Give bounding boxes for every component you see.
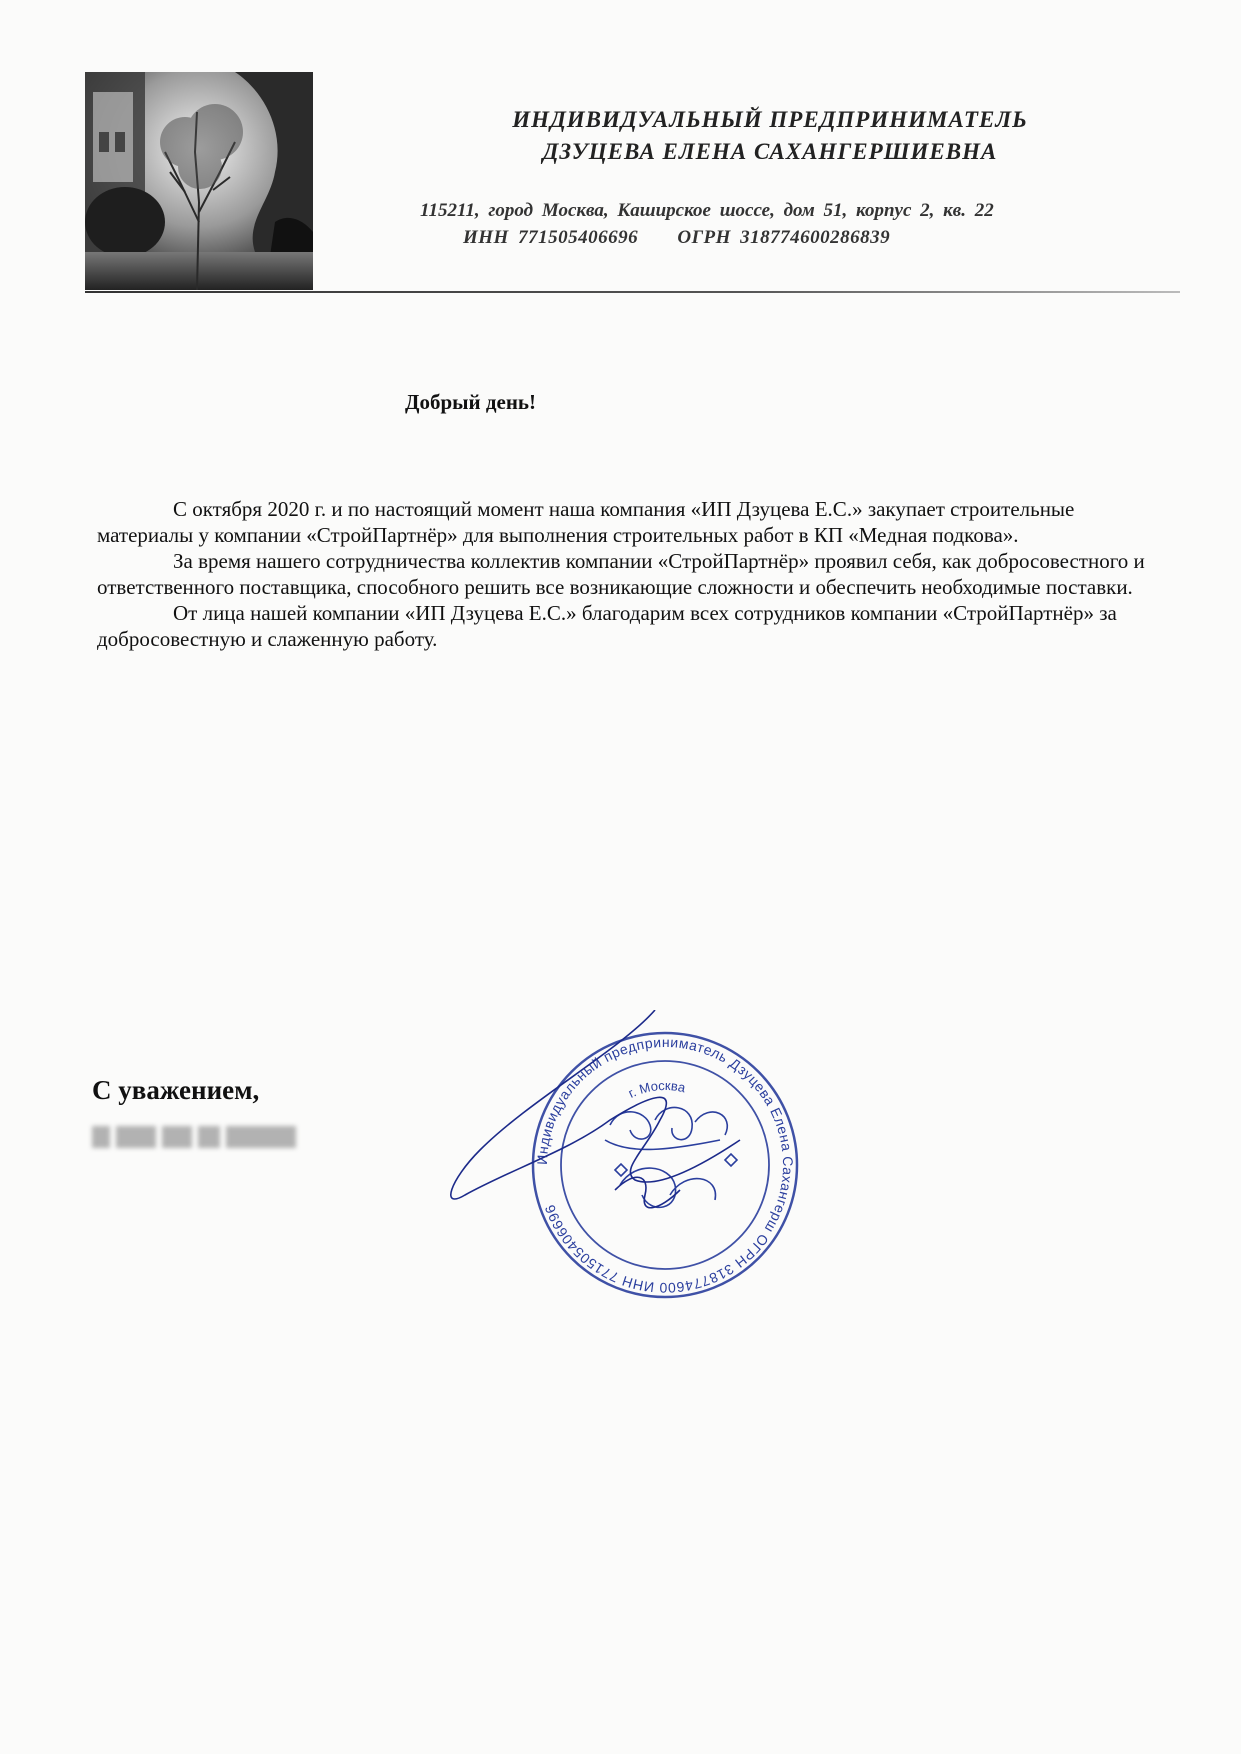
- closing: С уважением,: [92, 1075, 260, 1105]
- paragraph-3: От лица нашей компании «ИП Дзуцева Е.С.» благодарим всех сотрудников компании «СтройПартнёр» за добросовестную и слаженную работу.: [97, 601, 1117, 651]
- stamp-city: г. Москва: [625, 1077, 687, 1101]
- header-ogrn: ОГРН 318774600286839: [677, 227, 891, 248]
- header-title-line2: ДЗУЦЕВА ЕЛЕНА САХАНГЕРШИЕВНА: [542, 139, 998, 164]
- tree-logo-icon: [85, 72, 313, 290]
- stamp-and-signature: [420, 1010, 800, 1300]
- header-divider: [85, 291, 1180, 293]
- paragraph-2: За время нашего сотрудничества коллектив компании «СтройПартнёр» проявил себя, как добросовестного и ответственного поставщика, способного решить все возникающие сложности и обеспечить необходимые поставки.: [97, 549, 1145, 599]
- header-title-line1: ИНДИВИДУАЛЬНЫЙ ПРЕДПРИНИМАТЕЛЬ: [512, 107, 1028, 132]
- svg-text:Индивидуальный предприниматель: [534, 1034, 796, 1296]
- stamp-seal-icon: [420, 1010, 800, 1300]
- header-ids: [463, 227, 1063, 249]
- redacted-name: [92, 1126, 302, 1152]
- greeting: Добрый день!: [405, 390, 537, 414]
- paragraph-1: С октября 2020 г. и по настоящий момент наша компания «ИП Дзуцева Е.С.» закупает строительные материалы у компании «СтройПартнёр» для выполнения строительных работ в КП «Медная подкова».: [97, 497, 1075, 547]
- letter-body: [97, 496, 1152, 652]
- stamp-outer-text: Индивидуальный предприниматель Дзуцева Елена Сахангерш ОГРН 318774600 ИНН 771505406696: [533, 1033, 797, 1297]
- header-address: 115211, город Москва, Каширское шоссе, дом 51, корпус 2, кв. 22: [420, 200, 994, 221]
- header-inn: ИНН 771505406696: [463, 227, 639, 248]
